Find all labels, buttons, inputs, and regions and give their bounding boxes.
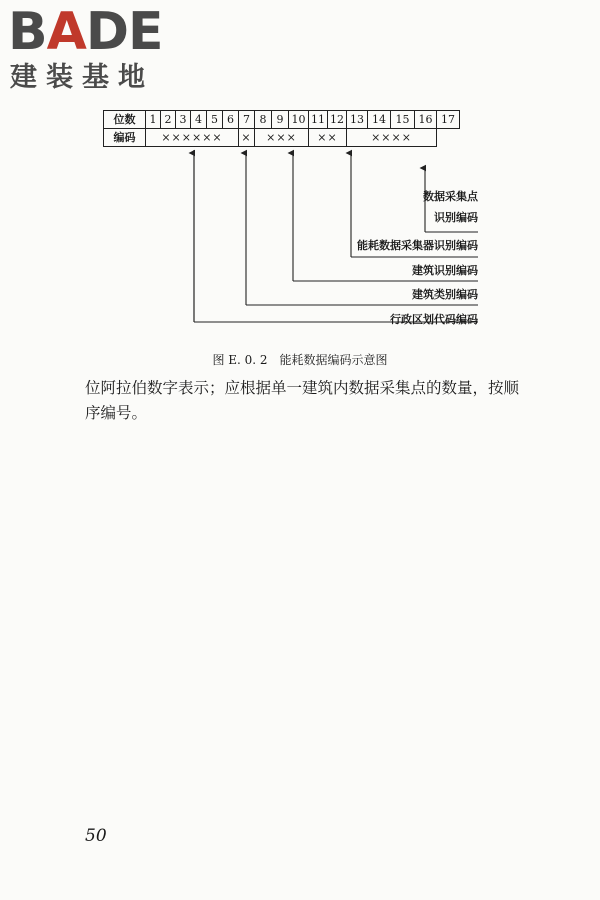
code-group-collector: ××: [309, 129, 347, 147]
digit-cell: 10: [289, 111, 309, 129]
digit-cell: 3: [176, 111, 191, 129]
label-building-type: 建筑类别编码: [412, 288, 478, 301]
digit-row-header: 位数: [104, 111, 146, 129]
figure-caption: 图 E. 0. 2 能耗数据编码示意图: [212, 353, 388, 367]
digit-cell: 17: [437, 111, 460, 129]
digit-cell: 13: [347, 111, 368, 129]
logo-subtitle: 建装基地: [10, 62, 154, 93]
digit-cell: 12: [328, 111, 347, 129]
digit-cell: 14: [368, 111, 391, 129]
digit-cell: 6: [223, 111, 239, 129]
label-collector: 能耗数据采集器识别编码: [357, 239, 478, 252]
code-group-building-type: ×: [239, 129, 255, 147]
body-paragraph: 位阿拉伯数字表示；应根据单一建筑内数据采集点的数量，按顺序编号。: [85, 379, 520, 422]
code-group-region: ××××××: [146, 129, 239, 147]
digit-cell: 15: [391, 111, 415, 129]
digit-cell: 8: [255, 111, 272, 129]
code-row-header: 编码: [104, 129, 146, 147]
digit-cell: 2: [161, 111, 176, 129]
digit-cell: 9: [272, 111, 289, 129]
label-building-id: 建筑识别编码: [412, 264, 478, 277]
label-region: 行政区划代码编码: [390, 313, 478, 326]
logo-accent-letter: A: [46, 2, 86, 62]
digit-cell: 5: [207, 111, 223, 129]
digit-cell: 11: [309, 111, 328, 129]
digit-cell: 7: [239, 111, 255, 129]
digit-cell: 1: [146, 111, 161, 129]
label-collection-point: 数据采集点 识别编码: [423, 190, 478, 224]
code-group-building-id: ×××: [255, 129, 309, 147]
digit-cell: 16: [415, 111, 437, 129]
logo-wordmark: BADE: [8, 2, 163, 62]
digit-cell: 4: [191, 111, 207, 129]
code-group-collection-point: ××××: [347, 129, 437, 147]
page-number: 50: [85, 826, 107, 846]
